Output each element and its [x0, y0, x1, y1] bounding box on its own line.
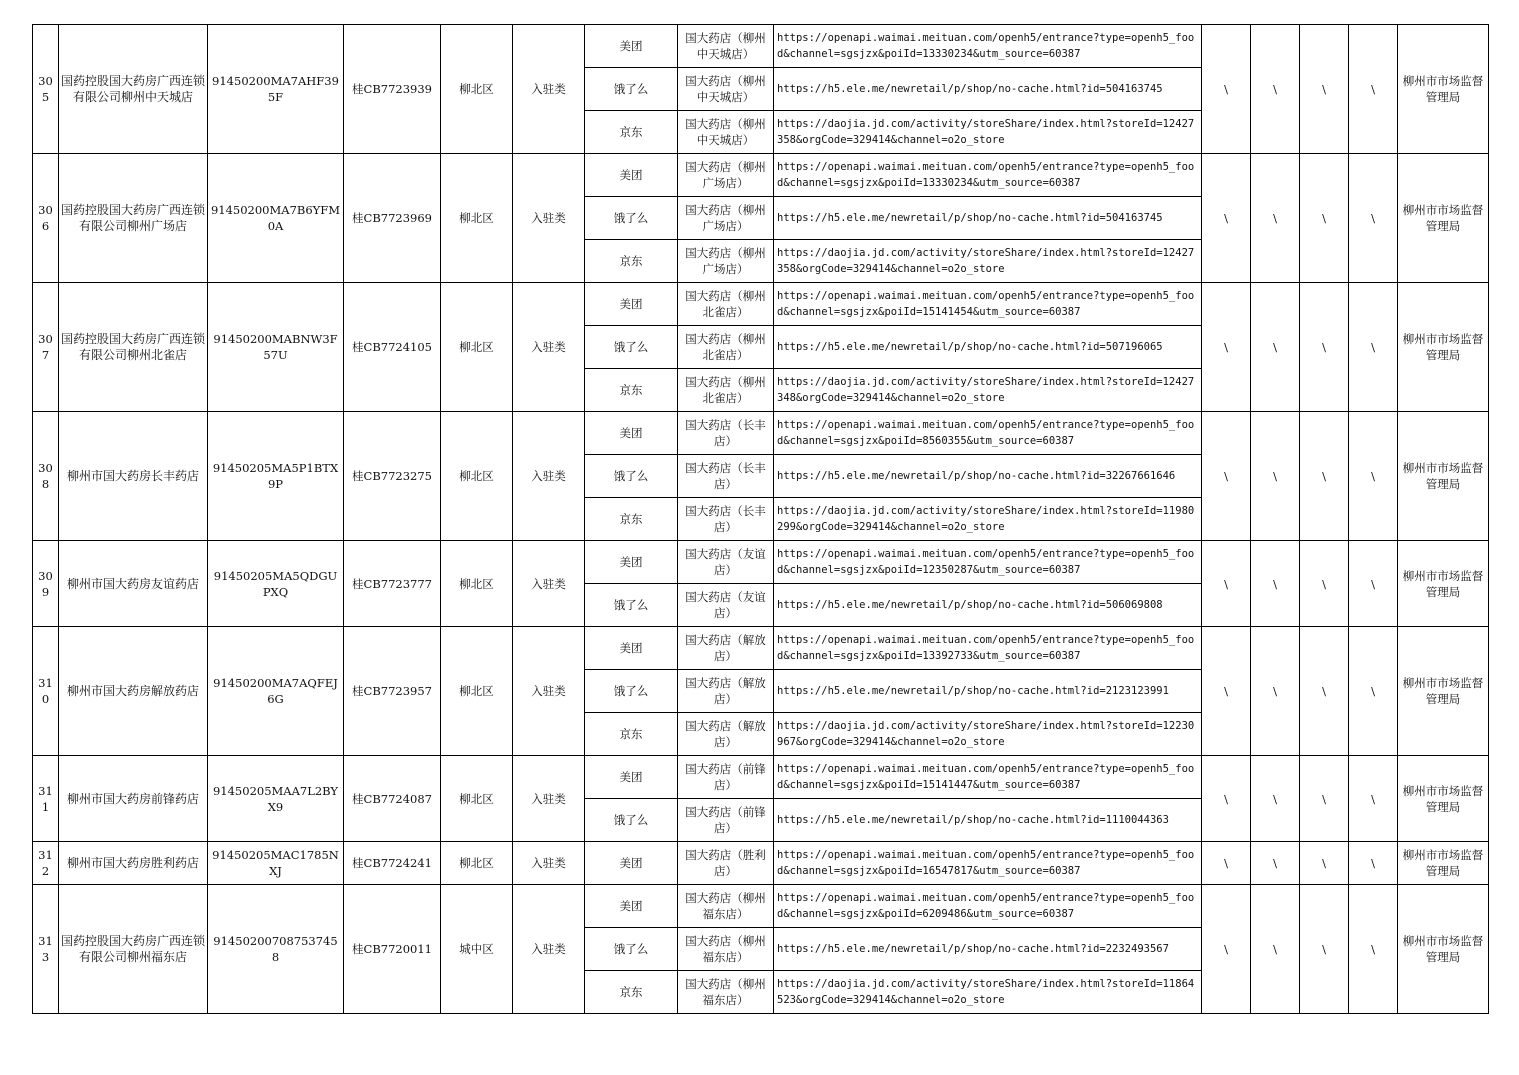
extra-col-1-cell: \ — [1202, 627, 1251, 756]
store-url-cell: https://h5.ele.me/newretail/p/shop/no-cache.html?id=507196065 — [774, 326, 1202, 369]
extra-col-4-cell: \ — [1349, 885, 1398, 1014]
credit-code-cell: 914502007087537458 — [208, 885, 344, 1014]
authority-cell: 柳州市市场监督管理局 — [1398, 627, 1489, 756]
license-number-cell: 桂CB7720011 — [344, 885, 441, 1014]
extra-col-1-cell: \ — [1202, 541, 1251, 627]
platform-cell: 饿了么 — [585, 799, 678, 842]
extra-col-3-cell: \ — [1300, 25, 1349, 154]
table-row — [33, 541, 1489, 584]
store-name-cell: 国大药店（长丰店） — [678, 412, 774, 455]
store-name-cell: 国大药店（柳州广场店） — [678, 197, 774, 240]
store-url-cell: https://h5.ele.me/newretail/p/shop/no-cache.html?id=504163745 — [774, 197, 1202, 240]
extra-col-1-cell: \ — [1202, 842, 1251, 885]
row-number-cell: 309 — [33, 541, 59, 627]
platform-cell: 美团 — [585, 412, 678, 455]
table-row — [33, 25, 1489, 68]
extra-col-1-cell: \ — [1202, 885, 1251, 1014]
store-name-cell: 国大药店（前锋店） — [678, 756, 774, 799]
authority-cell: 柳州市市场监督管理局 — [1398, 842, 1489, 885]
extra-col-4-cell: \ — [1349, 154, 1398, 283]
store-url-cell: https://openapi.waimai.meituan.com/openh5/entrance?type=openh5_food&channel=sgsjzx&poiId=13392733&utm_source=60387 — [774, 627, 1202, 670]
extra-col-3-cell: \ — [1300, 627, 1349, 756]
company-name-cell: 国药控股国大药房广西连锁有限公司柳州福东店 — [59, 885, 208, 1014]
platform-cell: 饿了么 — [585, 68, 678, 111]
category-cell: 入驻类 — [513, 412, 585, 541]
company-name-cell: 柳州市国大药房长丰药店 — [59, 412, 208, 541]
store-name-cell: 国大药店（长丰店） — [678, 455, 774, 498]
store-url-cell: https://h5.ele.me/newretail/p/shop/no-cache.html?id=1110044363 — [774, 799, 1202, 842]
license-number-cell: 桂CB7724105 — [344, 283, 441, 412]
district-cell: 柳北区 — [441, 756, 513, 842]
row-number-cell: 307 — [33, 283, 59, 412]
platform-cell: 美团 — [585, 842, 678, 885]
extra-col-3-cell: \ — [1300, 541, 1349, 627]
store-name-cell: 国大药店（柳州中天城店） — [678, 25, 774, 68]
store-url-cell: https://h5.ele.me/newretail/p/shop/no-cache.html?id=504163745 — [774, 68, 1202, 111]
extra-col-4-cell: \ — [1349, 541, 1398, 627]
category-cell: 入驻类 — [513, 885, 585, 1014]
category-cell: 入驻类 — [513, 541, 585, 627]
store-url-cell: https://daojia.jd.com/activity/storeShare/index.html?storeId=12427348&orgCode=329414&channel=o2o_store — [774, 369, 1202, 412]
store-url-cell: https://openapi.waimai.meituan.com/openh5/entrance?type=openh5_food&channel=sgsjzx&poiId=13330234&utm_source=60387 — [774, 25, 1202, 68]
platform-cell: 美团 — [585, 25, 678, 68]
credit-code-cell: 91450200MA7B6YFM0A — [208, 154, 344, 283]
extra-col-2-cell: \ — [1251, 842, 1300, 885]
category-cell: 入驻类 — [513, 154, 585, 283]
store-name-cell: 国大药店（柳州北雀店） — [678, 369, 774, 412]
row-number-cell: 306 — [33, 154, 59, 283]
authority-cell: 柳州市市场监督管理局 — [1398, 25, 1489, 154]
authority-cell: 柳州市市场监督管理局 — [1398, 154, 1489, 283]
row-number-cell: 305 — [33, 25, 59, 154]
category-cell: 入驻类 — [513, 25, 585, 154]
license-number-cell: 桂CB7724241 — [344, 842, 441, 885]
district-cell: 城中区 — [441, 885, 513, 1014]
store-name-cell: 国大药店（柳州福东店） — [678, 928, 774, 971]
platform-cell: 饿了么 — [585, 670, 678, 713]
table-row — [33, 842, 1489, 885]
extra-col-2-cell: \ — [1251, 541, 1300, 627]
platform-cell: 饿了么 — [585, 584, 678, 627]
platform-cell: 京东 — [585, 971, 678, 1014]
store-name-cell: 国大药店（解放店） — [678, 713, 774, 756]
store-name-cell: 国大药店（柳州中天城店） — [678, 68, 774, 111]
table-row — [33, 627, 1489, 670]
store-url-cell: https://daojia.jd.com/activity/storeShare/index.html?storeId=11980299&orgCode=329414&channel=o2o_store — [774, 498, 1202, 541]
extra-col-2-cell: \ — [1251, 627, 1300, 756]
store-url-cell: https://h5.ele.me/newretail/p/shop/no-cache.html?id=32267661646 — [774, 455, 1202, 498]
extra-col-4-cell: \ — [1349, 842, 1398, 885]
authority-cell: 柳州市市场监督管理局 — [1398, 756, 1489, 842]
store-registry-table — [32, 24, 1489, 1014]
store-name-cell: 国大药店（长丰店） — [678, 498, 774, 541]
table-row — [33, 412, 1489, 455]
store-name-cell: 国大药店（柳州广场店） — [678, 154, 774, 197]
extra-col-1-cell: \ — [1202, 154, 1251, 283]
company-name-cell: 柳州市国大药房解放药店 — [59, 627, 208, 756]
credit-code-cell: 91450205MAC1785NXJ — [208, 842, 344, 885]
extra-col-3-cell: \ — [1300, 756, 1349, 842]
extra-col-2-cell: \ — [1251, 25, 1300, 154]
platform-cell: 美团 — [585, 283, 678, 326]
store-name-cell: 国大药店（友谊店） — [678, 584, 774, 627]
store-name-cell: 国大药店（柳州北雀店） — [678, 326, 774, 369]
extra-col-2-cell: \ — [1251, 412, 1300, 541]
store-name-cell: 国大药店（友谊店） — [678, 541, 774, 584]
table-row — [33, 885, 1489, 928]
store-url-cell: https://h5.ele.me/newretail/p/shop/no-cache.html?id=2123123991 — [774, 670, 1202, 713]
platform-cell: 美团 — [585, 756, 678, 799]
store-name-cell: 国大药店（柳州福东店） — [678, 971, 774, 1014]
company-name-cell: 国药控股国大药房广西连锁有限公司柳州中天城店 — [59, 25, 208, 154]
platform-cell: 京东 — [585, 369, 678, 412]
company-name-cell: 柳州市国大药房前锋药店 — [59, 756, 208, 842]
extra-col-4-cell: \ — [1349, 412, 1398, 541]
extra-col-2-cell: \ — [1251, 885, 1300, 1014]
store-url-cell: https://openapi.waimai.meituan.com/openh5/entrance?type=openh5_food&channel=sgsjzx&poiId=15141454&utm_source=60387 — [774, 283, 1202, 326]
district-cell: 柳北区 — [441, 842, 513, 885]
extra-col-1-cell: \ — [1202, 412, 1251, 541]
store-url-cell: https://openapi.waimai.meituan.com/openh5/entrance?type=openh5_food&channel=sgsjzx&poiId=6209486&utm_source=60387 — [774, 885, 1202, 928]
district-cell: 柳北区 — [441, 627, 513, 756]
row-number-cell: 310 — [33, 627, 59, 756]
store-url-cell: https://openapi.waimai.meituan.com/openh5/entrance?type=openh5_food&channel=sgsjzx&poiId=13330234&utm_source=60387 — [774, 154, 1202, 197]
district-cell: 柳北区 — [441, 154, 513, 283]
authority-cell: 柳州市市场监督管理局 — [1398, 283, 1489, 412]
authority-cell: 柳州市市场监督管理局 — [1398, 412, 1489, 541]
license-number-cell: 桂CB7723777 — [344, 541, 441, 627]
store-name-cell: 国大药店（柳州福东店） — [678, 885, 774, 928]
store-url-cell: https://daojia.jd.com/activity/storeShare/index.html?storeId=12230967&orgCode=329414&channel=o2o_store — [774, 713, 1202, 756]
extra-col-3-cell: \ — [1300, 154, 1349, 283]
license-number-cell: 桂CB7723969 — [344, 154, 441, 283]
store-url-cell: https://openapi.waimai.meituan.com/openh5/entrance?type=openh5_food&channel=sgsjzx&poiId=8560355&utm_source=60387 — [774, 412, 1202, 455]
platform-cell: 饿了么 — [585, 197, 678, 240]
store-url-cell: https://daojia.jd.com/activity/storeShare/index.html?storeId=12427358&orgCode=329414&channel=o2o_store — [774, 111, 1202, 154]
platform-cell: 美团 — [585, 627, 678, 670]
extra-col-4-cell: \ — [1349, 25, 1398, 154]
credit-code-cell: 91450205MA5P1BTX9P — [208, 412, 344, 541]
extra-col-4-cell: \ — [1349, 756, 1398, 842]
credit-code-cell: 91450200MA7AHF395F — [208, 25, 344, 154]
table-body — [33, 25, 1489, 1014]
category-cell: 入驻类 — [513, 627, 585, 756]
category-cell: 入驻类 — [513, 756, 585, 842]
store-name-cell: 国大药店（柳州中天城店） — [678, 111, 774, 154]
license-number-cell: 桂CB7724087 — [344, 756, 441, 842]
district-cell: 柳北区 — [441, 283, 513, 412]
row-number-cell: 311 — [33, 756, 59, 842]
store-name-cell: 国大药店（胜利店） — [678, 842, 774, 885]
platform-cell: 饿了么 — [585, 455, 678, 498]
store-name-cell: 国大药店（柳州北雀店） — [678, 283, 774, 326]
authority-cell: 柳州市市场监督管理局 — [1398, 885, 1489, 1014]
store-url-cell: https://daojia.jd.com/activity/storeShare/index.html?storeId=12427358&orgCode=329414&channel=o2o_store — [774, 240, 1202, 283]
row-number-cell: 312 — [33, 842, 59, 885]
platform-cell: 美团 — [585, 154, 678, 197]
license-number-cell: 桂CB7723275 — [344, 412, 441, 541]
extra-col-1-cell: \ — [1202, 283, 1251, 412]
store-url-cell: https://daojia.jd.com/activity/storeShare/index.html?storeId=11864523&orgCode=329414&channel=o2o_store — [774, 971, 1202, 1014]
extra-col-3-cell: \ — [1300, 842, 1349, 885]
platform-cell: 美团 — [585, 885, 678, 928]
credit-code-cell: 91450205MA5QDGUPXQ — [208, 541, 344, 627]
platform-cell: 京东 — [585, 498, 678, 541]
extra-col-2-cell: \ — [1251, 283, 1300, 412]
district-cell: 柳北区 — [441, 541, 513, 627]
platform-cell: 京东 — [585, 713, 678, 756]
extra-col-3-cell: \ — [1300, 412, 1349, 541]
credit-code-cell: 91450200MA7AQFEJ6G — [208, 627, 344, 756]
category-cell: 入驻类 — [513, 842, 585, 885]
platform-cell: 美团 — [585, 541, 678, 584]
store-url-cell: https://openapi.waimai.meituan.com/openh5/entrance?type=openh5_food&channel=sgsjzx&poiId=12350287&utm_source=60387 — [774, 541, 1202, 584]
table-row — [33, 283, 1489, 326]
store-name-cell: 国大药店（解放店） — [678, 670, 774, 713]
extra-col-3-cell: \ — [1300, 885, 1349, 1014]
extra-col-1-cell: \ — [1202, 756, 1251, 842]
extra-col-4-cell: \ — [1349, 627, 1398, 756]
row-number-cell: 313 — [33, 885, 59, 1014]
company-name-cell: 国药控股国大药房广西连锁有限公司柳州广场店 — [59, 154, 208, 283]
store-url-cell: https://h5.ele.me/newretail/p/shop/no-cache.html?id=2232493567 — [774, 928, 1202, 971]
credit-code-cell: 91450205MAA7L2BYX9 — [208, 756, 344, 842]
extra-col-2-cell: \ — [1251, 756, 1300, 842]
authority-cell: 柳州市市场监督管理局 — [1398, 541, 1489, 627]
extra-col-1-cell: \ — [1202, 25, 1251, 154]
platform-cell: 饿了么 — [585, 928, 678, 971]
company-name-cell: 柳州市国大药房胜利药店 — [59, 842, 208, 885]
platform-cell: 饿了么 — [585, 326, 678, 369]
table-row — [33, 756, 1489, 799]
platform-cell: 京东 — [585, 240, 678, 283]
company-name-cell: 国药控股国大药房广西连锁有限公司柳州北雀店 — [59, 283, 208, 412]
store-name-cell: 国大药店（前锋店） — [678, 799, 774, 842]
store-url-cell: https://openapi.waimai.meituan.com/openh5/entrance?type=openh5_food&channel=sgsjzx&poiId=16547817&utm_source=60387 — [774, 842, 1202, 885]
extra-col-2-cell: \ — [1251, 154, 1300, 283]
row-number-cell: 308 — [33, 412, 59, 541]
license-number-cell: 桂CB7723957 — [344, 627, 441, 756]
store-url-cell: https://h5.ele.me/newretail/p/shop/no-cache.html?id=506069808 — [774, 584, 1202, 627]
company-name-cell: 柳州市国大药房友谊药店 — [59, 541, 208, 627]
store-name-cell: 国大药店（柳州广场店） — [678, 240, 774, 283]
district-cell: 柳北区 — [441, 412, 513, 541]
district-cell: 柳北区 — [441, 25, 513, 154]
category-cell: 入驻类 — [513, 283, 585, 412]
credit-code-cell: 91450200MABNW3F57U — [208, 283, 344, 412]
platform-cell: 京东 — [585, 111, 678, 154]
extra-col-4-cell: \ — [1349, 283, 1398, 412]
table-row — [33, 154, 1489, 197]
store-url-cell: https://openapi.waimai.meituan.com/openh5/entrance?type=openh5_food&channel=sgsjzx&poiId=15141447&utm_source=60387 — [774, 756, 1202, 799]
license-number-cell: 桂CB7723939 — [344, 25, 441, 154]
extra-col-3-cell: \ — [1300, 283, 1349, 412]
store-name-cell: 国大药店（解放店） — [678, 627, 774, 670]
